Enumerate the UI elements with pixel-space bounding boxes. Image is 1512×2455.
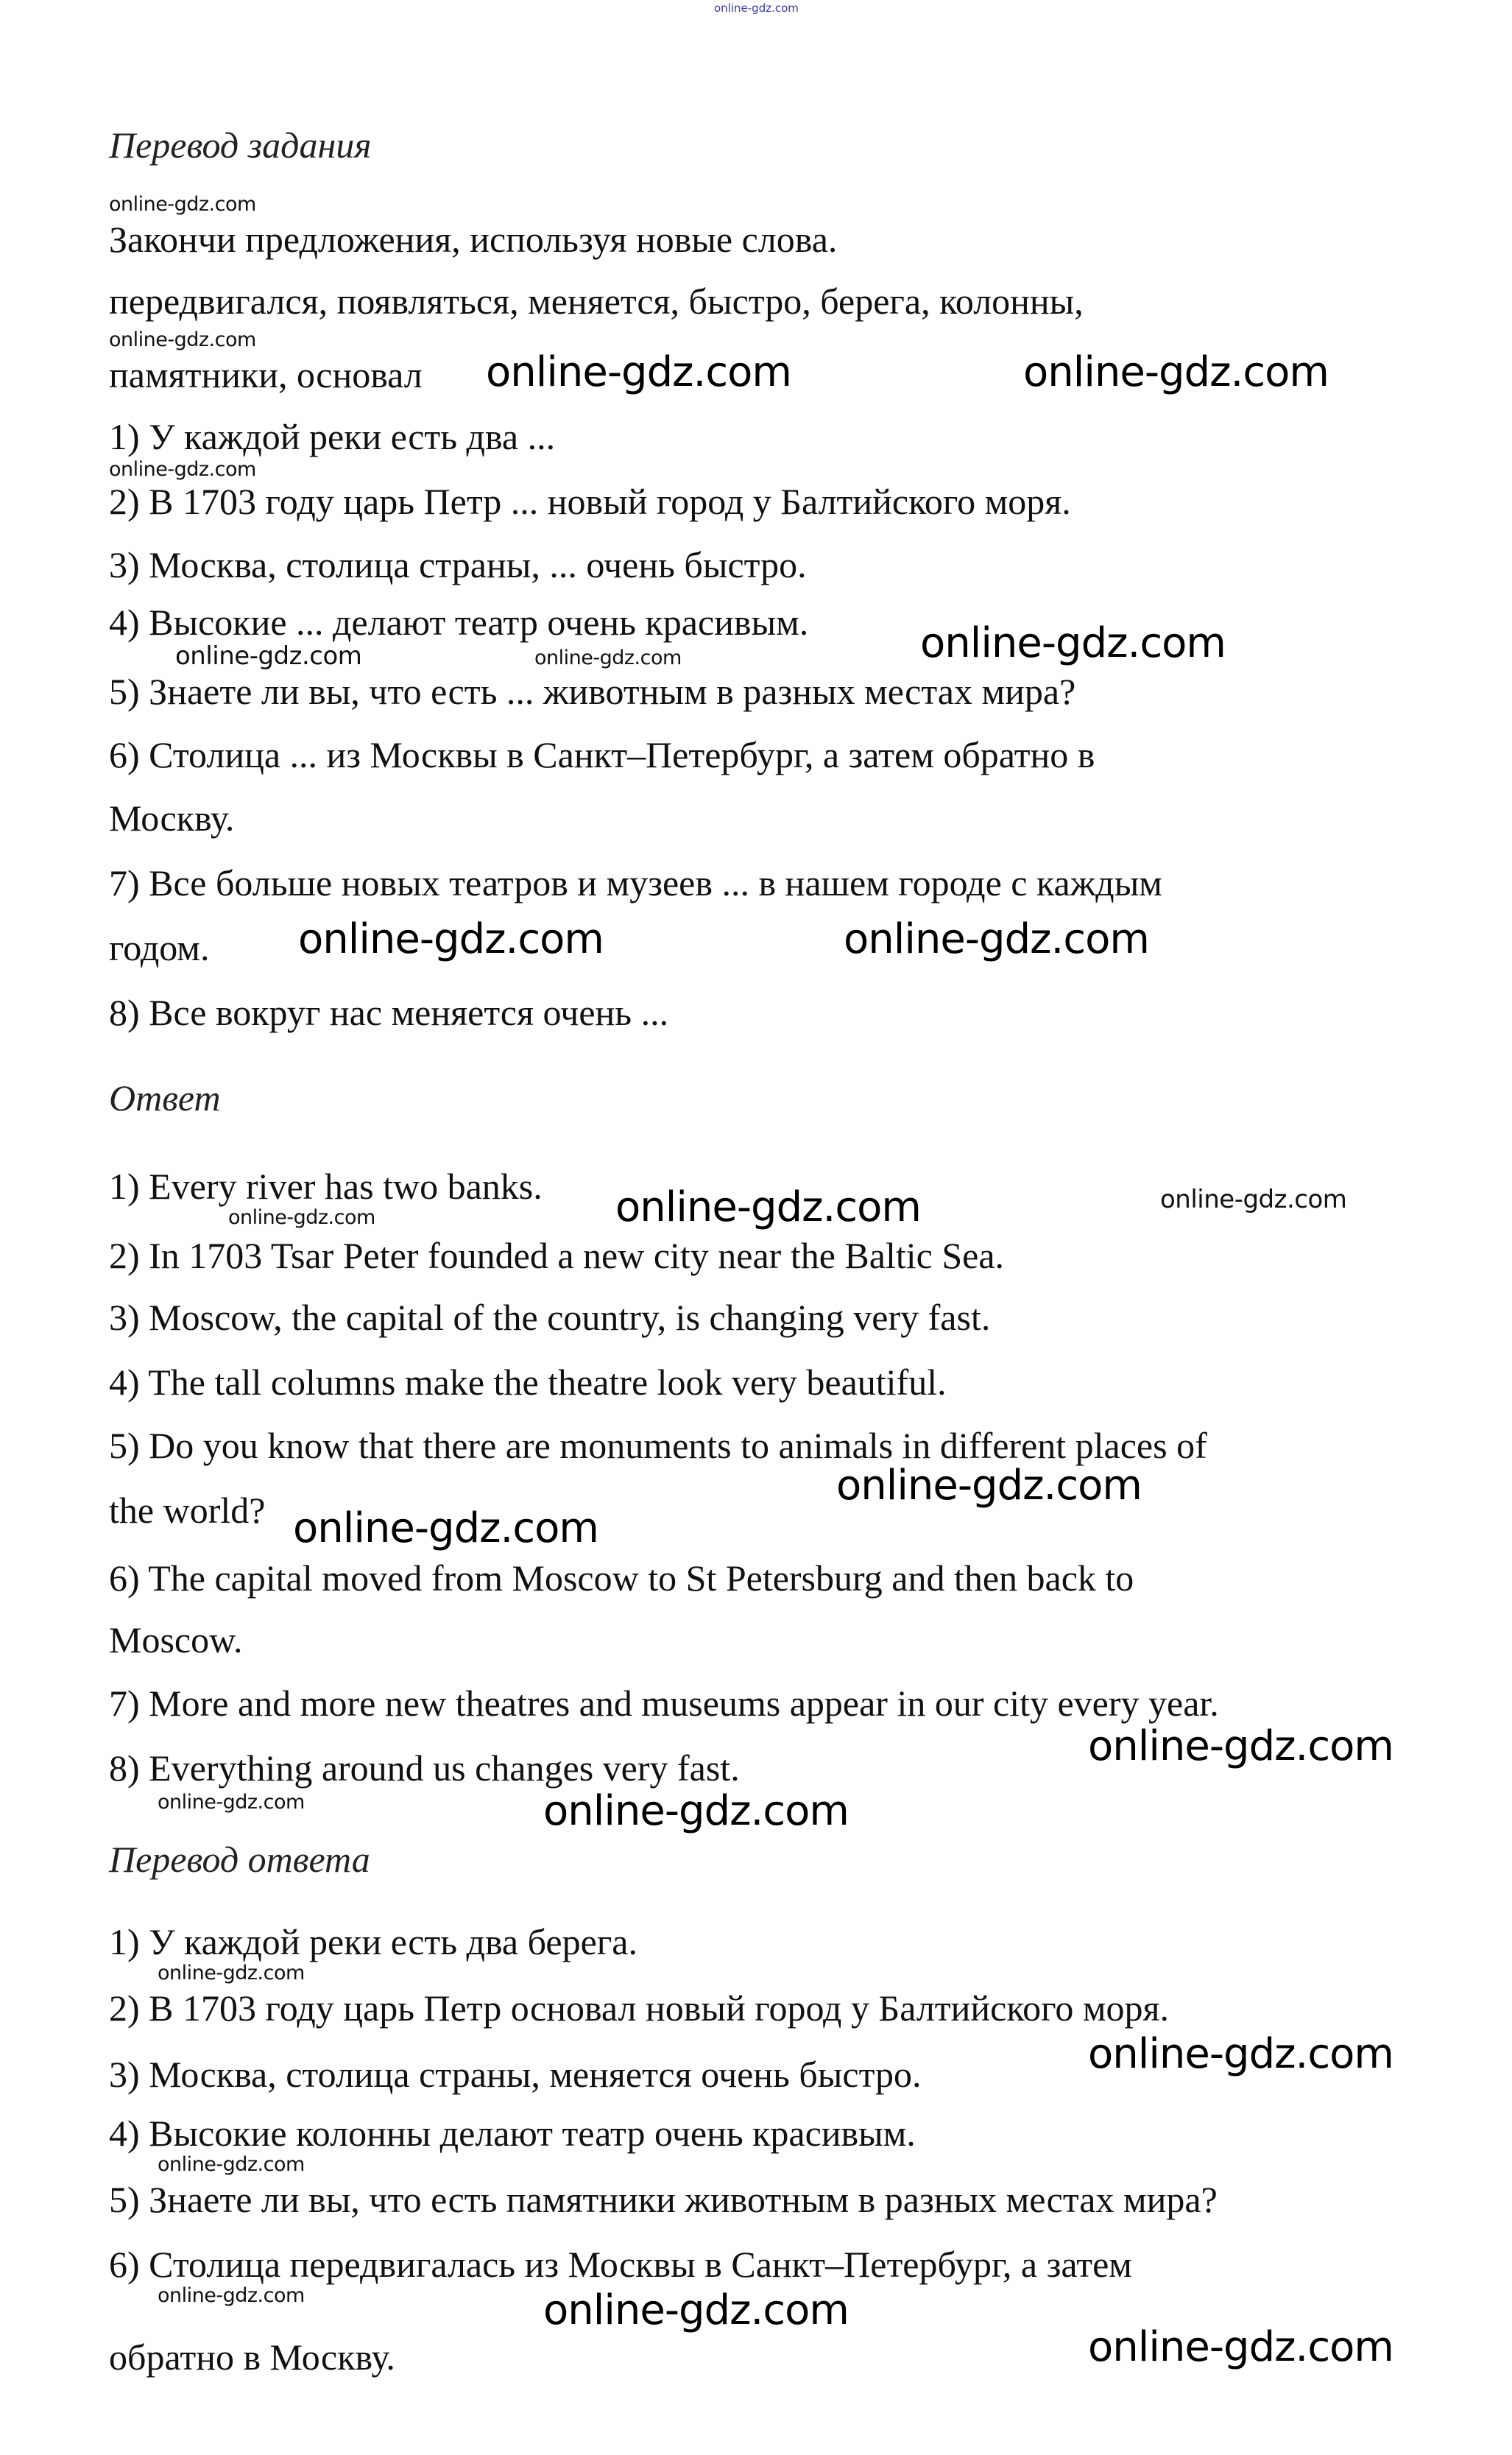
watermark: online-gdz.com [1023, 348, 1329, 396]
word-bank-line-1: передвигался, появляться, меняется, быстро, берега, колонны, [109, 281, 1084, 322]
watermark: online-gdz.com [534, 647, 682, 669]
watermark: online-gdz.com [158, 1791, 305, 1814]
translation-heading: Перевод ответа [109, 1839, 370, 1880]
watermark: online-gdz.com [158, 1962, 305, 1984]
task-heading: Перевод задания [109, 124, 372, 166]
watermark: online-gdz.com [109, 458, 256, 481]
task-item: 3) Москва, столица страны, ... очень быстро. [109, 544, 807, 585]
task-item: 2) В 1703 году царь Петр ... новый город у Балтийского моря. [109, 481, 1071, 522]
watermark: online-gdz.com [1088, 1722, 1393, 1770]
translation-item: 5) Знаете ли вы, что есть памятники животным в разных местах мира? [109, 2179, 1218, 2220]
watermark: online-gdz.com [298, 915, 604, 963]
watermark: online-gdz.com [158, 2153, 305, 2176]
answer-item: 5) Do you know that there are monuments to animals in different places of [109, 1425, 1207, 1466]
translation-item: обратно в Москву. [109, 2336, 395, 2378]
top-watermark: online-gdz.com [714, 1, 799, 15]
answer-item: 7) More and more new theatres and museums appear in our city every year. [109, 1683, 1219, 1724]
task-item: 5) Знаете ли вы, что есть ... животным в разных местах мира? [109, 671, 1076, 712]
task-item: 7) Все больше новых театров и музеев ... в нашем городе с каждым [109, 862, 1162, 904]
translation-item: 1) У каждой реки есть два берега. [109, 1921, 637, 1962]
answer-item: 4) The tall columns make the theatre look very beautiful. [109, 1362, 947, 1403]
watermark: online-gdz.com [1088, 2323, 1393, 2371]
watermark: online-gdz.com [615, 1183, 921, 1231]
watermark: online-gdz.com [293, 1504, 598, 1552]
translation-item: 2) В 1703 году царь Петр основал новый город у Балтийского моря. [109, 1987, 1169, 2029]
task-item: Москву. [109, 797, 235, 839]
translation-item: 4) Высокие колонны делают театр очень красивым. [109, 2113, 916, 2154]
answer-item: the world? [109, 1490, 266, 1531]
task-item: годом. [109, 927, 210, 968]
watermark: online-gdz.com [543, 1787, 849, 1835]
task-item: 6) Столица ... из Москвы в Санкт–Петербург, а затем обратно в [109, 734, 1095, 775]
answer-item: 8) Everything around us changes very fast. [109, 1747, 740, 1789]
watermark: online-gdz.com [109, 193, 256, 216]
watermark: online-gdz.com [543, 2286, 849, 2334]
answer-item: 1) Every river has two banks. [109, 1166, 543, 1207]
watermark: online-gdz.com [158, 2284, 305, 2307]
watermark: online-gdz.com [1160, 1185, 1347, 1214]
watermark: online-gdz.com [228, 1206, 375, 1229]
answer-item: 6) The capital moved from Moscow to St Petersburg and then back to [109, 1557, 1134, 1599]
answer-item: 3) Moscow, the capital of the country, is changing very fast. [109, 1297, 991, 1338]
watermark: online-gdz.com [844, 915, 1149, 963]
translation-item: 6) Столица передвигалась из Москвы в Санкт–Петербург, а затем [109, 2244, 1132, 2285]
watermark: online-gdz.com [920, 619, 1226, 667]
watermark: online-gdz.com [486, 348, 791, 396]
watermark: online-gdz.com [175, 641, 362, 671]
translation-item: 3) Москва, столица страны, меняется очень быстро. [109, 2054, 922, 2095]
answer-heading: Ответ [109, 1077, 221, 1119]
answer-item: 2) In 1703 Tsar Peter founded a new city near the Baltic Sea. [109, 1235, 1005, 1276]
watermark: online-gdz.com [1088, 2030, 1393, 2078]
watermark: online-gdz.com [109, 328, 256, 351]
task-item: 4) Высокие ... делают театр очень красивым. [109, 602, 809, 643]
word-bank-line-2: памятники, основал [109, 354, 423, 395]
task-item: 8) Все вокруг нас меняется очень ... [109, 992, 669, 1033]
instruction: Закончи предложения, используя новые слова. [109, 219, 838, 260]
watermark: online-gdz.com [836, 1462, 1142, 1510]
answer-item: Moscow. [109, 1619, 243, 1660]
task-item: 1) У каждой реки есть два ... [109, 416, 556, 457]
